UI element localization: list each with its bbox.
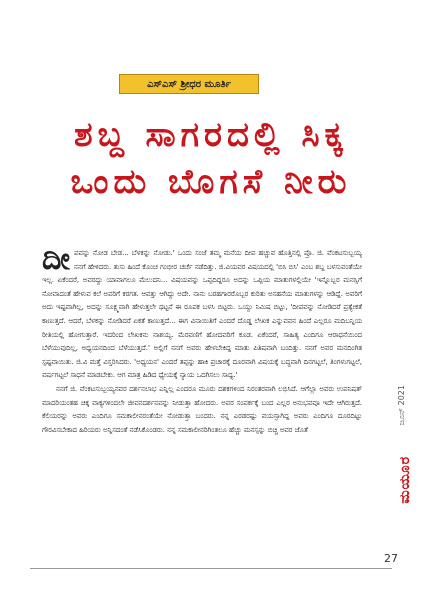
page-number: 27 (384, 552, 398, 565)
drop-cap: ದೀ (42, 242, 71, 277)
headline-line-2: ಒಂದು ಬೊಗಸೆ ನೀರು (70, 162, 352, 202)
headline-line-1: ಶಬ್ದ ಸಾಗರದಲ್ಲಿ ಸಿಕ್ಕ (73, 115, 349, 155)
article-body (42, 242, 362, 437)
author-name: ಎಸ್‌ಎಸ್ ಶ್ರೀಧರ ಮೂರ್ತಿ (147, 78, 231, 90)
magazine-logo (396, 440, 414, 520)
magazine-logo-text: ಮಯೂರ (397, 456, 413, 504)
issue-date: ಜೂನ್ 2021 (397, 385, 406, 426)
author-byline (119, 74, 259, 94)
paragraph-text: ಪವನ್ನು ನೋಡ ಬೇಡ... ಬೆಳಕನ್ನು ನೋಡು.' ಒಂದು ಸಂಜೆ ತಮ್ಮ ಮನೆಯ ದೀಪ ಹಚ್ಚುವ ಹೊತ್ತಿನಲ್ಲಿ ಪ್ರೊ. ಜಿ. ವೆಂಕಟಸುಬ್ಬಯ್ಯ ನನಗೆ ಹೇಳಿದರು. ತುಸು ಹಿಂದೆ ಕೊಂಚ ಗಂಭೀರ ಚರ್ಚೆ ನಡೆದಿತ್ತು. ಜಿ.ವಿಯವರ ವಿಷಯದಲ್ಲಿ 'ಬಿಸಿ ಬಿಸಿ' ಎಂಬ ಶಬ್ದ ಬಳಸುವಂತೆಯೇ ಇಲ್ಲ. ಏಕೆಂದರೆ, ಅವರದ್ದು ಯಾವಾಗಲೂ ಮೆಲುದನಿ... ವಿಷಯವನ್ನು ಒಪ್ಪದಿದ್ದರೂ ಅದನ್ನು ಒಪ್ಪಿಯ ಮಾತುಗಳಲ್ಲಿಯೇ 'ಇನ್ನೊಬ್ಬರ ಮನಸ್ಸಿಗೆ ನೋವಾದಂತೆ ಹೇಳುವ ಕಲೆ ಅವರಿಗೆ ಕರಗತ. ಆವತ್ತು ಆಗಿದ್ದು ಅದೇ. ನಾನು ಬರಹಗಾರರೊಬ್ಬರ ಕುರಿತು ಅಸಹನೆಯ ಮಾತುಗಳನ್ನು ಆಡಿದ್ದೆ. ಅವರಿಗೆ ಅದು ಇಷ್ಟವಾಗಿಲ್ಲ, ಅದನ್ನು ಸೂಕ್ಷ್ಮವಾಗಿ ಹೇಳುತ್ತಲೇ ಥಟ್ಟನೆ ಈ ರೂಪಕ ಬಳಸಿ ಬಿಟ್ಟರು. ಒಯ್ದು ನಿಮಿಷ ಬಿಟ್ಟು, 'ದೀಪವನ್ನು ನೋಡಿದರೆ ಪ್ರತ್ಯೇಕತೆ ಕಾಣುತ್ತದೆ. ಆದರೆ, ಬೆಳಕನ್ನು ನೋಡಿದರೆ ಏಕತೆ ಕಾಣುತ್ತದೆ... ಈಗ ವಿನಾಯಿತಿಗೆ ಎಂದರೆ ದೊಡ್ಡ ಲೇಖಕ ಎನ್ನುವವನ ಹಿಂದೆ ಎಲ್ಲರೂ ಮದಿಬನ್ನಿಯ ರೀತಿಯಲ್ಲಿ ಹೋಗುತ್ತಾರೆ. ಇದರಿಂದ ಲೇಖಕನು ನಾಶಯ್ಯ. ಮೆರವಣಿಗೆ ಹೋದವರಿಗೆ ಕೂಡ. ಏಕೆಂದರೆ, ಸಾಹಿತ್ಯ ಎಂದಿಗೂ ಆರಾಧನೆಯಿಂದ ಬೆಳೆಯುವುದಿಲ್ಲ, ಅಧ್ಯಯನದಿಂದ ಬೆಳೆಯುತ್ತದೆ.' ಅಲ್ಲಿಗೆ ನನಗೆ ಅವರು ಹೇಳಬೇಕಿದ್ದ ಮಾತು ಪಿತಿಷವಾಗಿ ಬಂದಿತ್ತು. ನನಗೆ ಅವರ ಮನದಿಂಗಿತ ಸ್ಪಷ್ಟವಾಯಿತು. ಜಿ.ವಿ ಮತ್ತೆ ವಿಸ್ತರಿಸಿದರು. 'ಅಧ್ಯಯನ' ಎಂದರೆ ತಪ್ಪನ್ನು ಹಾಕಿ ಪ್ರಚಾರಕ್ಕೆ ದೂರವಾಗಿ ವಿಷಯಕ್ಕೆ ಬದ್ಧವಾಗಿ ದಿನಗಟ್ಟಲೆ, ತಿಂಗಳುಗಟ್ಟಲೆ, ವರ್ಷಗಟ್ಟಲೆ ಸಾಧನೆ ಮಾಡಬೇಕು. ಆಗ ಮಾತ್ರ ಹಿಡಿದ ಧ್ಯೇಯಕ್ಕೆ ನ್ಯಾಯ ಒದಗಿಸಲು ಸಾಧ್ಯ.' (42, 249, 362, 380)
footer-divider (30, 568, 392, 569)
article-paragraph: ನನಗೆ ಜಿ. ವೆಂಕಟಸುಬ್ಬಯ್ಯನವರ ದರ್ಶನಲಾಭ ಎನ್ನಿಲ್ಲ ಎಂದರೂ ಮೂರು ದಶಕಗಳಿಂದ ನಿರಂತರವಾಗಿ ಲಭಿಸಿದೆ. ಆಗೆಲ್ಲಾ ಅವರು ಉಪನಿಷತ್ ಮಾದರಿಯಂತಹ ಚಿಕ್ಕ ವಾಕ್ಯಗಳಿಂದಲೇ ಜೀವನದರ್ಶನವನ್ನು ನೀಡುತ್ತಾ ಹೋದರು. ಅವರ ಸಂಪರ್ಕಕ್ಕೆ ಬಂದ ಎಲ್ಲರ ಅನುಭವವೂ ಇದೇ ಆಗಿರುತ್ತದೆ. ಕೆಲಿಯರನ್ನು ಅವರು ಎಂದಿಗೂ ಸಮಕಾಲೀನರಂತೆಯೇ ನೋಡುತ್ತಾ ಬಂದರು. ನನ್ನ ಎರಡರಷ್ಟು ವಯಸ್ಸಾಗಿದ್ದ ಅವರು ಎಂದಿಗೂ ದೂರದಿಟ್ಟು ಗೌರವಿಸಬೇಕಾದ ಹಿರಿಯರು ಅನ್ನಿಸದಂತೆ ನಡೆಸಿಕೊಂಡರು. ನನ್ನ ಸಮಕಾಲೀನರಿಗಿಂತಲೂ ಹೆಚ್ಚು ಮನಸ್ಸನ್ನು ಬಿಚ್ಚಿ ಅವರ ಜೊತೆ (42, 384, 362, 434)
article-paragraph (42, 242, 362, 383)
